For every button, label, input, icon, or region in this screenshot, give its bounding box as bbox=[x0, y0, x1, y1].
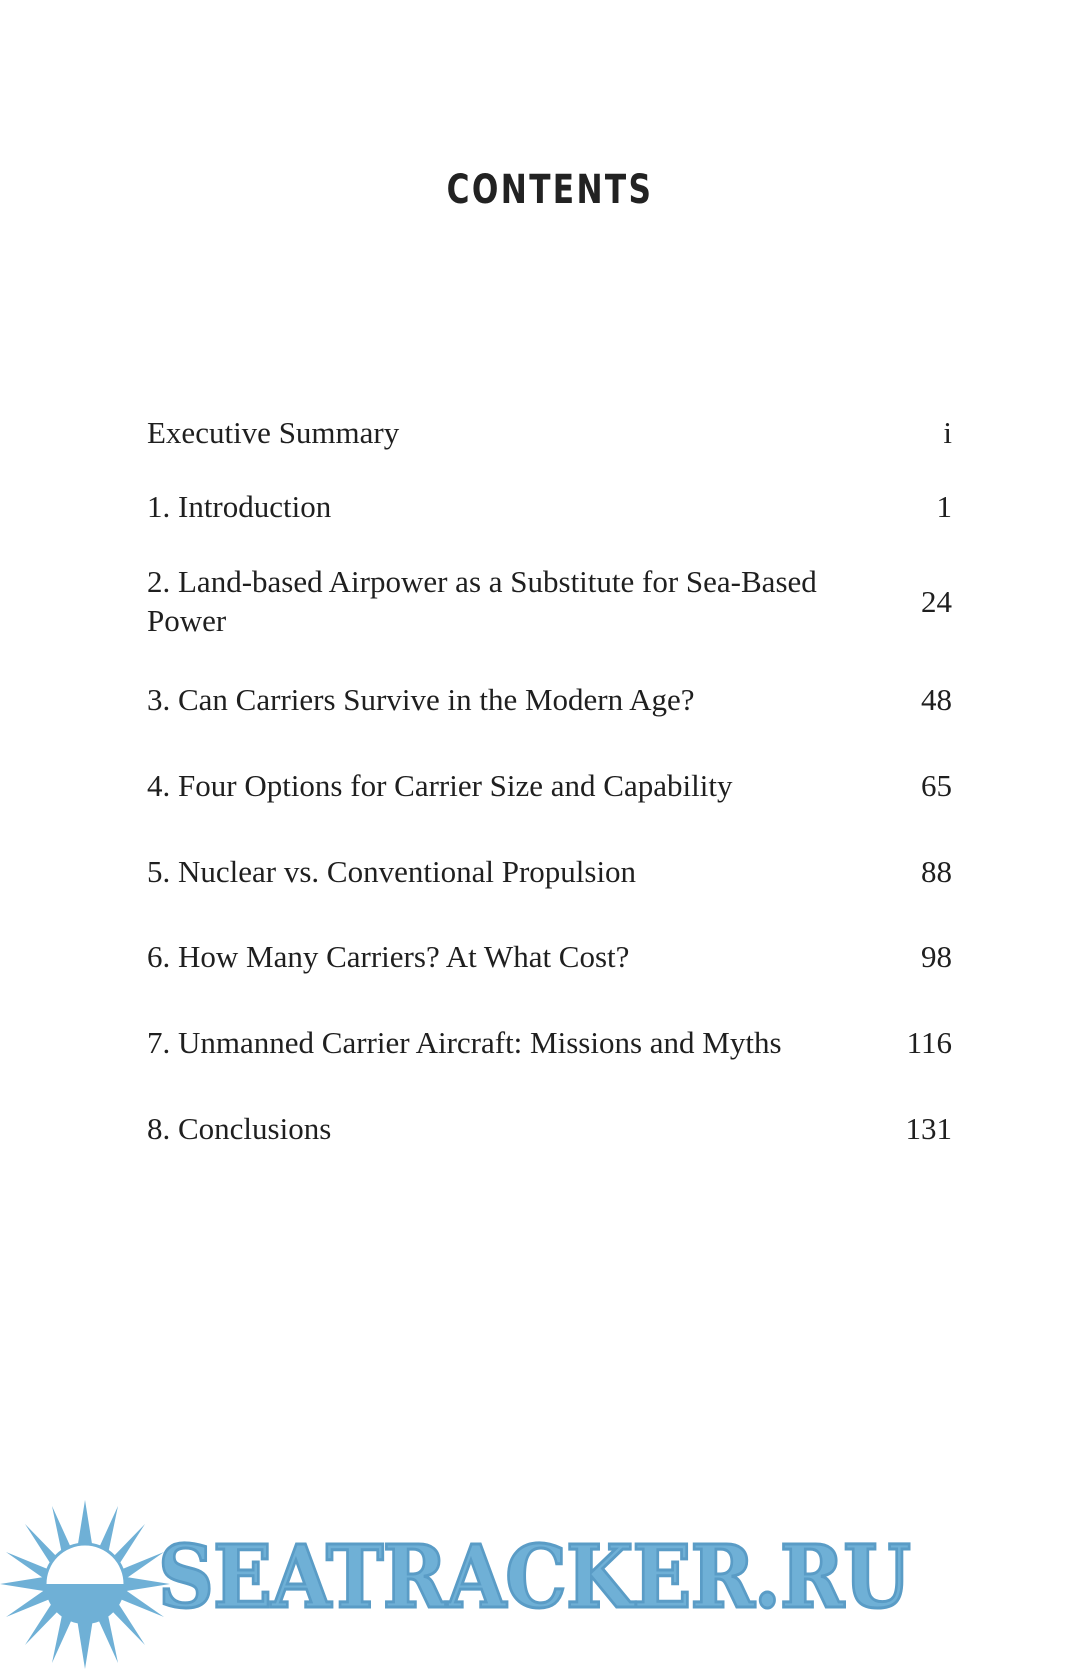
toc-entry-four-options[interactable] bbox=[147, 766, 952, 805]
toc-entry-label: 8. Conclusions bbox=[147, 1111, 332, 1146]
toc-entry-label: 4. Four Options for Carrier Size and Capability bbox=[147, 768, 733, 803]
toc-entry-page: 131 bbox=[905, 1111, 952, 1146]
sun-icon bbox=[0, 1500, 170, 1669]
toc-entry-executive-summary[interactable] bbox=[147, 413, 952, 452]
toc-entry-nuclear-propulsion[interactable] bbox=[147, 852, 952, 891]
toc-entry-label: 1. Introduction bbox=[147, 489, 332, 524]
toc-entry-label: 2. Land-based Airpower as a Substitute for Sea-Based Power bbox=[147, 564, 817, 638]
toc-entry-conclusions[interactable] bbox=[147, 1109, 952, 1148]
toc-entry-page: 24 bbox=[921, 583, 952, 619]
toc-entry-introduction[interactable] bbox=[147, 487, 952, 526]
toc-entry-unmanned-aircraft[interactable] bbox=[147, 1023, 952, 1062]
toc-entry-label: 3. Can Carriers Survive in the Modern Age? bbox=[147, 682, 695, 717]
toc-entry-page: 48 bbox=[921, 682, 952, 717]
toc-entry-label: 6. How Many Carriers? At What Cost? bbox=[147, 939, 630, 974]
toc-entry-carriers-survive[interactable] bbox=[147, 680, 952, 719]
toc-entry-page: 88 bbox=[921, 854, 952, 889]
watermark-text: SEATRACKER.RU bbox=[158, 1527, 910, 1628]
toc-entry-label: 7. Unmanned Carrier Aircraft: Missions and Myths bbox=[147, 1025, 782, 1060]
toc-entry-page: i bbox=[943, 415, 952, 450]
toc-entry-how-many-carriers[interactable] bbox=[147, 937, 952, 976]
toc-entry-label: Executive Summary bbox=[147, 415, 400, 450]
toc-entry-page: 98 bbox=[921, 939, 952, 974]
toc-entry-page: 1 bbox=[936, 489, 952, 524]
toc-entry-page: 65 bbox=[921, 768, 952, 803]
page-title: CONTENTS bbox=[446, 167, 654, 213]
toc-entry-label: 5. Nuclear vs. Conventional Propulsion bbox=[147, 854, 637, 889]
toc-entry-land-based-airpower[interactable] bbox=[147, 562, 952, 640]
toc-entry-page: 116 bbox=[906, 1025, 952, 1060]
